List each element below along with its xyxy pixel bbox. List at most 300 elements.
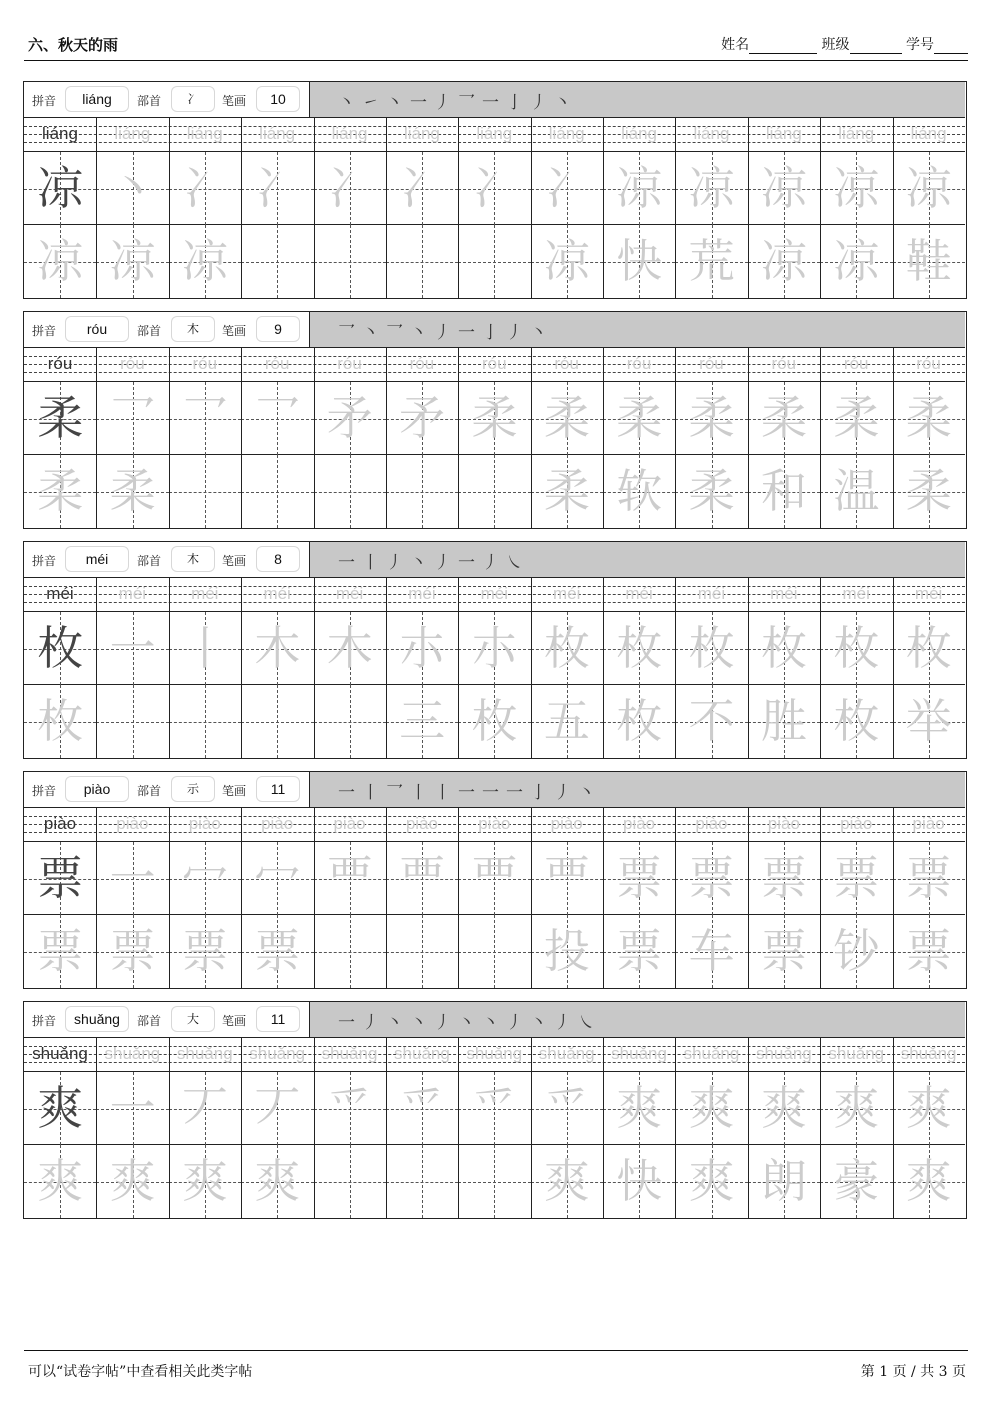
- pinyin-cell: liáng: [403, 124, 440, 143]
- writing-cell[interactable]: [314, 612, 386, 685]
- writing-cell[interactable]: [675, 225, 747, 298]
- stroke-order-glyph: 亅: [482, 323, 499, 343]
- character-block: [23, 1001, 967, 1219]
- writing-cell[interactable]: [169, 685, 241, 758]
- grid-guide: [458, 262, 530, 263]
- writing-cell[interactable]: [748, 225, 820, 298]
- writing-cell[interactable]: [675, 1145, 747, 1218]
- pinyin-cell: méi: [480, 584, 508, 603]
- writing-cell[interactable]: [241, 225, 313, 298]
- cell-char: 票: [109, 924, 156, 978]
- writing-cell[interactable]: [893, 612, 965, 685]
- student-id-blank[interactable]: [934, 39, 968, 54]
- writing-cell[interactable]: [314, 685, 386, 758]
- writing-cell[interactable]: [314, 1072, 386, 1145]
- radical-label: 部首: [137, 94, 162, 108]
- writing-cell[interactable]: [748, 612, 820, 685]
- writing-cell[interactable]: [458, 1072, 530, 1145]
- cell-char: 柔: [37, 391, 84, 445]
- cell-char: 凉: [181, 234, 228, 288]
- writing-cell[interactable]: [314, 455, 386, 528]
- column-line: [675, 578, 676, 758]
- writing-cell[interactable]: [386, 685, 458, 758]
- writing-row: [24, 382, 965, 455]
- cell-char: 豪: [833, 1154, 880, 1208]
- grid-guide: [386, 1182, 458, 1183]
- writing-cell[interactable]: [314, 382, 386, 455]
- writing-cell[interactable]: [386, 1145, 458, 1218]
- stroke-order-glyph: 亅: [506, 93, 523, 113]
- cell-char: 爽: [688, 1081, 735, 1135]
- grid-guide: [241, 722, 313, 723]
- writing-cell[interactable]: [820, 612, 892, 685]
- writing-cell[interactable]: [96, 382, 168, 455]
- cell-char: 快: [616, 234, 663, 288]
- cell-char: 柔: [471, 391, 518, 445]
- pinyin-cell: shuǎng: [176, 1044, 233, 1063]
- cell-char: 票: [761, 851, 808, 905]
- cell-char: 投: [543, 924, 590, 978]
- writing-cell[interactable]: [603, 225, 675, 298]
- stroke-order-strip: [310, 542, 965, 577]
- writing-cell[interactable]: [314, 1145, 386, 1218]
- writing-cell[interactable]: [893, 685, 965, 758]
- cell-char: 一: [109, 851, 156, 905]
- column-line: [314, 808, 315, 988]
- cell-char: 票: [905, 851, 952, 905]
- stroke-order-glyph: ㇀: [362, 93, 379, 113]
- column-line: [820, 348, 821, 528]
- writing-cell[interactable]: [96, 842, 168, 915]
- page-title: 六、秋天的雨: [28, 36, 119, 54]
- writing-cell[interactable]: [96, 455, 168, 528]
- writing-cell[interactable]: [24, 225, 96, 298]
- cell-char: 枚: [761, 621, 808, 675]
- cell-char: 乛: [109, 391, 156, 445]
- stroke-order-glyph: 丶: [530, 1013, 547, 1033]
- writing-cell[interactable]: [893, 915, 965, 988]
- writing-cell[interactable]: [241, 455, 313, 528]
- column-line: [386, 1038, 387, 1218]
- cell-char: 爽: [37, 1154, 84, 1208]
- radical-label: 部首: [137, 554, 162, 568]
- pinyin-cell: méi: [697, 584, 726, 603]
- cell-char: 一: [109, 1081, 156, 1135]
- writing-cell[interactable]: [675, 612, 747, 685]
- writing-cell[interactable]: [748, 1072, 820, 1145]
- writing-cell[interactable]: [603, 152, 675, 225]
- stroke-order-glyph: 丶: [482, 1013, 499, 1033]
- cell-char: 凉: [688, 161, 735, 215]
- writing-cell[interactable]: [893, 1145, 965, 1218]
- pinyin-cell: liáng: [765, 124, 802, 143]
- writing-cell[interactable]: [893, 225, 965, 298]
- writing-cell[interactable]: [820, 455, 892, 528]
- cell-char: 荒: [688, 234, 735, 288]
- pinyin-cell: róu: [699, 354, 724, 373]
- writing-cell[interactable]: [531, 612, 603, 685]
- pinyin-value: méi: [66, 547, 128, 571]
- cell-char: 枚: [833, 694, 880, 748]
- writing-cell[interactable]: [241, 1072, 313, 1145]
- stroke-order-glyph: ㇏: [578, 1013, 595, 1033]
- pinyin-cell: shuǎng: [538, 1044, 595, 1063]
- writing-cell[interactable]: [748, 455, 820, 528]
- stroke-order-glyph: 亅: [530, 783, 547, 803]
- cell-char: 车: [688, 924, 735, 978]
- radical-label: 部首: [137, 324, 162, 338]
- writing-cell[interactable]: [603, 1072, 675, 1145]
- writing-cell[interactable]: [24, 455, 96, 528]
- cell-char: 朩: [399, 621, 446, 675]
- writing-cell[interactable]: [820, 1072, 892, 1145]
- cell-char: 票: [37, 851, 84, 905]
- stroke-order-glyph: 丶: [410, 553, 427, 573]
- cell-char: 爽: [833, 1081, 880, 1135]
- writing-cell[interactable]: [169, 1072, 241, 1145]
- cell-char: 爽: [181, 1154, 228, 1208]
- cell-char: 枚: [37, 694, 84, 748]
- writing-cell[interactable]: [24, 612, 96, 685]
- writing-cell[interactable]: [169, 1145, 241, 1218]
- writing-cell[interactable]: [458, 382, 530, 455]
- writing-cell[interactable]: [675, 455, 747, 528]
- cell-char: 冫: [543, 161, 590, 215]
- writing-cell[interactable]: [386, 915, 458, 988]
- pinyin-cell: méi: [770, 584, 798, 603]
- writing-row: [24, 842, 965, 915]
- writing-cell[interactable]: [458, 225, 530, 298]
- writing-cell[interactable]: [820, 685, 892, 758]
- class-label: 班级: [821, 37, 850, 53]
- writing-cell[interactable]: [96, 612, 168, 685]
- cell-char: 票: [181, 924, 228, 978]
- grid-guide: [314, 262, 386, 263]
- writing-cell[interactable]: [458, 152, 530, 225]
- radical-value: 木: [172, 547, 214, 571]
- writing-cell[interactable]: [820, 842, 892, 915]
- cell-char: 凉: [37, 161, 84, 215]
- writing-cell[interactable]: [458, 1145, 530, 1218]
- char-meta: [24, 1002, 310, 1037]
- column-line: [820, 118, 821, 298]
- writing-cell[interactable]: [314, 152, 386, 225]
- column-line: [96, 348, 97, 528]
- writing-cell[interactable]: [96, 152, 168, 225]
- stroke-order-glyph: 丿: [434, 323, 451, 343]
- name-blank[interactable]: [749, 39, 817, 54]
- writing-cell[interactable]: [531, 455, 603, 528]
- stroke-order-glyph: 一: [458, 553, 475, 573]
- stroke-order-glyph: 乛: [386, 323, 403, 343]
- column-line: [675, 1038, 676, 1218]
- cell-char: 柔: [616, 391, 663, 445]
- writing-cell[interactable]: [531, 225, 603, 298]
- writing-cell[interactable]: [748, 842, 820, 915]
- pinyin-cell: piào: [622, 814, 656, 833]
- writing-cell[interactable]: [386, 455, 458, 528]
- writing-cell[interactable]: [314, 225, 386, 298]
- radical-value: 木: [172, 317, 214, 341]
- writing-cell[interactable]: [314, 842, 386, 915]
- writing-cell[interactable]: [893, 455, 965, 528]
- stroke-order-glyph: 丶: [578, 783, 595, 803]
- cell-char: 朗: [761, 1154, 808, 1208]
- writing-cell[interactable]: [458, 915, 530, 988]
- writing-cell[interactable]: [675, 382, 747, 455]
- cell-char: 快: [616, 1154, 663, 1208]
- pinyin-cell: róu: [192, 354, 218, 373]
- name-label: 姓名: [721, 37, 750, 53]
- writing-cell[interactable]: [386, 225, 458, 298]
- writing-cell[interactable]: [820, 915, 892, 988]
- writing-row: [24, 455, 965, 528]
- stroke-order-glyph: 一: [410, 93, 427, 113]
- cell-char: 爫: [399, 1081, 446, 1135]
- char-info-bar: [24, 542, 965, 578]
- writing-cell[interactable]: [169, 152, 241, 225]
- cell-char: 爽: [109, 1154, 156, 1208]
- writing-row: [24, 612, 965, 685]
- writing-row: [24, 685, 965, 758]
- writing-cell[interactable]: [386, 1072, 458, 1145]
- writing-cell[interactable]: [820, 152, 892, 225]
- writing-cell[interactable]: [169, 915, 241, 988]
- pinyin-row: [24, 118, 965, 152]
- writing-cell[interactable]: [169, 225, 241, 298]
- writing-cell[interactable]: [675, 915, 747, 988]
- writing-cell[interactable]: [893, 382, 965, 455]
- column-line: [748, 578, 749, 758]
- radical-label: 部首: [137, 784, 162, 798]
- pinyin-cell: shuǎng: [104, 1044, 161, 1063]
- writing-cell[interactable]: [748, 152, 820, 225]
- stroke-order-glyph: 丿: [434, 1013, 451, 1033]
- pinyin-cell: méi: [625, 584, 653, 603]
- class-blank[interactable]: [850, 39, 902, 54]
- writing-cell[interactable]: [96, 1072, 168, 1145]
- cell-char: 矛: [326, 391, 373, 445]
- cell-char: 不: [688, 694, 735, 748]
- column-line: [893, 578, 894, 758]
- writing-cell[interactable]: [169, 612, 241, 685]
- writing-cell[interactable]: [531, 842, 603, 915]
- pinyin-cell: shuǎng: [466, 1044, 523, 1063]
- writing-cell[interactable]: [748, 1145, 820, 1218]
- writing-cell[interactable]: [531, 685, 603, 758]
- writing-cell[interactable]: [603, 455, 675, 528]
- writing-cell[interactable]: [24, 685, 96, 758]
- cell-char: 丆: [181, 1081, 228, 1135]
- writing-cell[interactable]: [748, 382, 820, 455]
- writing-cell[interactable]: [603, 612, 675, 685]
- cell-char: 柔: [688, 464, 735, 518]
- grid-guide: [386, 492, 458, 493]
- grid-guide: [96, 722, 168, 723]
- writing-cell[interactable]: [458, 842, 530, 915]
- column-line: [96, 808, 97, 988]
- writing-cell[interactable]: [241, 612, 313, 685]
- writing-cell[interactable]: [314, 915, 386, 988]
- writing-cell[interactable]: [386, 842, 458, 915]
- writing-cell[interactable]: [531, 1145, 603, 1218]
- pinyin-value: róu: [66, 317, 128, 341]
- writing-cell[interactable]: [169, 382, 241, 455]
- cell-char: 三: [399, 694, 446, 748]
- writing-row: [24, 1072, 965, 1145]
- stroke-order-glyph: 丶: [410, 323, 427, 343]
- cell-char: 凉: [833, 234, 880, 288]
- writing-cell[interactable]: [820, 225, 892, 298]
- stroke-order-glyph: 一: [482, 783, 499, 803]
- stroke-order-glyph: 丶: [338, 93, 355, 113]
- pinyin-cell: shuǎng: [611, 1044, 667, 1063]
- writing-cell[interactable]: [96, 225, 168, 298]
- cell-char: 爽: [37, 1081, 84, 1135]
- writing-cell[interactable]: [458, 455, 530, 528]
- writing-cell[interactable]: [24, 382, 96, 455]
- writing-cell[interactable]: [531, 1072, 603, 1145]
- column-line: [241, 808, 242, 988]
- column-line: [893, 1038, 894, 1218]
- writing-cell[interactable]: [531, 915, 603, 988]
- stroke-order-glyph: 丶: [554, 93, 571, 113]
- writing-cell[interactable]: [603, 382, 675, 455]
- stroke-count-label: 笔画: [222, 554, 247, 568]
- column-line: [169, 1038, 170, 1218]
- pinyin-cell: liáng: [42, 124, 78, 143]
- stroke-order-glyph: 丶: [530, 323, 547, 343]
- cell-char: 枚: [616, 694, 663, 748]
- writing-cell[interactable]: [241, 382, 313, 455]
- writing-cell[interactable]: [386, 152, 458, 225]
- stroke-count-label: 笔画: [222, 784, 247, 798]
- cell-char: 冖: [254, 851, 301, 905]
- writing-cell[interactable]: [675, 842, 747, 915]
- cell-char: 木: [254, 621, 301, 675]
- column-line: [241, 118, 242, 298]
- pinyin-cell: piào: [550, 814, 583, 833]
- stroke-order-glyph: ㇏: [506, 553, 523, 573]
- cell-char: 冫: [181, 161, 228, 215]
- student-id-label: 学号: [906, 37, 934, 53]
- cell-char: 冫: [399, 161, 446, 215]
- pinyin-cell: piào: [478, 814, 511, 833]
- writing-cell[interactable]: [531, 382, 603, 455]
- writing-cell[interactable]: [24, 1072, 96, 1145]
- cell-char: 凉: [761, 234, 808, 288]
- pinyin-row: [24, 348, 965, 382]
- stroke-order-glyph: 一: [338, 1013, 355, 1033]
- stroke-order-glyph: 丿: [554, 783, 571, 803]
- cell-char: 凉: [109, 234, 156, 288]
- pinyin-cell: liáng: [838, 124, 875, 143]
- cell-char: 柔: [905, 391, 952, 445]
- cell-char: 柔: [833, 391, 880, 445]
- pinyin-cell: shuǎng: [828, 1044, 885, 1063]
- writing-cell[interactable]: [458, 612, 530, 685]
- cell-char: 覀: [471, 851, 518, 905]
- writing-cell[interactable]: [386, 612, 458, 685]
- writing-cell[interactable]: [603, 842, 675, 915]
- grid-guide: [169, 722, 241, 723]
- stroke-order-glyph: 丨: [362, 783, 379, 803]
- column-line: [96, 1038, 97, 1218]
- stroke-order-glyph: 一: [338, 783, 355, 803]
- writing-cell[interactable]: [24, 915, 96, 988]
- writing-cell[interactable]: [24, 152, 96, 225]
- stroke-order-glyph: 丨: [410, 783, 427, 803]
- writing-cell[interactable]: [893, 1072, 965, 1145]
- writing-cell[interactable]: [386, 382, 458, 455]
- writing-cell[interactable]: [169, 842, 241, 915]
- column-line: [675, 118, 676, 298]
- writing-cell[interactable]: [241, 152, 313, 225]
- cell-char: 爽: [688, 1154, 735, 1208]
- writing-cell[interactable]: [458, 685, 530, 758]
- pinyin-row: [24, 1038, 965, 1072]
- stroke-order-glyph: 一: [458, 323, 475, 343]
- pinyin-cell: shuǎng: [683, 1044, 740, 1063]
- cell-char: 柔: [688, 391, 735, 445]
- page-footer: [24, 1350, 968, 1385]
- pinyin-cell: liáng: [476, 124, 513, 143]
- writing-cell[interactable]: [675, 152, 747, 225]
- writing-cell[interactable]: [603, 1145, 675, 1218]
- writing-cell[interactable]: [96, 915, 168, 988]
- cell-char: 一: [109, 621, 156, 675]
- writing-cell[interactable]: [893, 842, 965, 915]
- writing-cell[interactable]: [241, 685, 313, 758]
- writing-cell[interactable]: [241, 842, 313, 915]
- footer-note: 可以“试卷字帖”中查看相关此类字帖: [28, 1364, 253, 1380]
- column-line: [386, 118, 387, 298]
- writing-cell[interactable]: [748, 915, 820, 988]
- writing-cell[interactable]: [241, 915, 313, 988]
- writing-cell[interactable]: [820, 1145, 892, 1218]
- cell-char: 票: [37, 924, 84, 978]
- writing-cell[interactable]: [603, 685, 675, 758]
- cell-char: 柔: [543, 391, 590, 445]
- pinyin-cell: liáng: [548, 124, 585, 143]
- cell-char: 覀: [326, 851, 373, 905]
- pinyin-cell: méi: [408, 584, 436, 603]
- stroke-order-glyph: 丿: [554, 1013, 571, 1033]
- pinyin-label: 拼音: [32, 1014, 57, 1028]
- pinyin-cell: piào: [695, 814, 728, 833]
- cell-char: 凉: [37, 234, 84, 288]
- writing-cell[interactable]: [675, 685, 747, 758]
- writing-cell[interactable]: [893, 152, 965, 225]
- writing-cell[interactable]: [169, 455, 241, 528]
- column-line: [169, 578, 170, 758]
- stroke-order-glyph: 丿: [506, 1013, 523, 1033]
- writing-cell[interactable]: [531, 152, 603, 225]
- writing-cell[interactable]: [603, 915, 675, 988]
- pinyin-cell: liáng: [693, 124, 730, 143]
- stroke-order-glyph: 乛: [386, 783, 403, 803]
- grid-guide: [314, 722, 386, 723]
- writing-cell[interactable]: [748, 685, 820, 758]
- writing-cell[interactable]: [96, 1145, 168, 1218]
- writing-cell[interactable]: [241, 1145, 313, 1218]
- writing-cell[interactable]: [24, 842, 96, 915]
- pinyin-cell: liáng: [331, 124, 368, 143]
- writing-cell[interactable]: [820, 382, 892, 455]
- writing-cell[interactable]: [24, 1145, 96, 1218]
- writing-cell[interactable]: [675, 1072, 747, 1145]
- writing-cell[interactable]: [96, 685, 168, 758]
